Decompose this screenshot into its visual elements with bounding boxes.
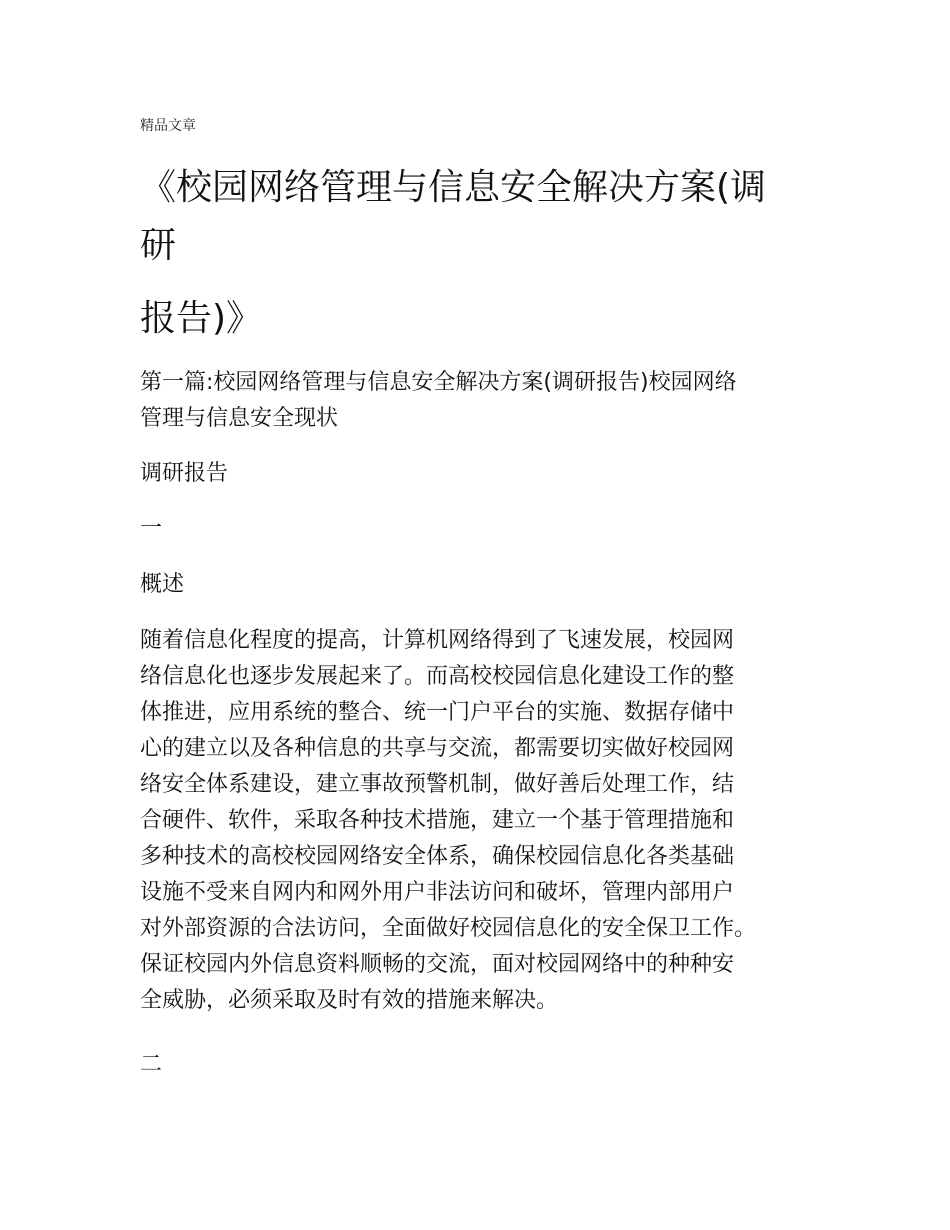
paragraph-line: 随着信息化程度的提高，计算机网络得到了飞速发展，校园网 (140, 628, 735, 653)
paragraph-line: 合硬件、软件，采取各种技术措施，建立一个基于管理措施和 (140, 808, 735, 833)
section-title-overview: 概述 (140, 572, 185, 597)
section-number-1: 一 (140, 516, 163, 541)
chapter-heading-line-2: 管理与信息安全现状 (140, 406, 339, 431)
paragraph-line: 络信息化也逐步发展起来了。而高校校园信息化建设工作的整 (140, 664, 735, 689)
paragraph-line: 对外部资源的合法访问，全面做好校园信息化的安全保卫工作。 (140, 916, 757, 941)
document-title-line-1: 《校园网络管理与信息安全解决方案(调 (140, 167, 767, 208)
paragraph-line: 体推进，应用系统的整合、统一门户平台的实施、数据存储中 (140, 700, 735, 725)
paragraph-line: 保证校园内外信息资料顺畅的交流，面对校园网络中的种种安 (140, 952, 735, 977)
chapter-heading-line-1: 第一篇:校园网络管理与信息安全解决方案(调研报告)校园网络 (140, 370, 737, 395)
paragraph-line: 心的建立以及各种信息的共享与交流，都需要切实做好校园网 (140, 736, 735, 761)
paragraph-line: 多种技术的高校校园网络安全体系，确保校园信息化各类基础 (140, 844, 735, 869)
section-number-2: 二 (140, 1052, 163, 1077)
page-header-label: 精品文章 (140, 118, 196, 134)
document-title-line-3: 报告)》 (140, 298, 263, 339)
paragraph-line: 全威胁，必须采取及时有效的措施来解决。 (140, 988, 559, 1013)
paragraph-line: 设施不受来自网内和网外用户非法访问和破坏，管理内部用户 (140, 880, 735, 905)
report-label: 调研报告 (140, 461, 229, 486)
paragraph-line: 络安全体系建设，建立事故预警机制，做好善后处理工作，结 (140, 772, 735, 797)
document-title-line-2: 研 (140, 225, 177, 266)
